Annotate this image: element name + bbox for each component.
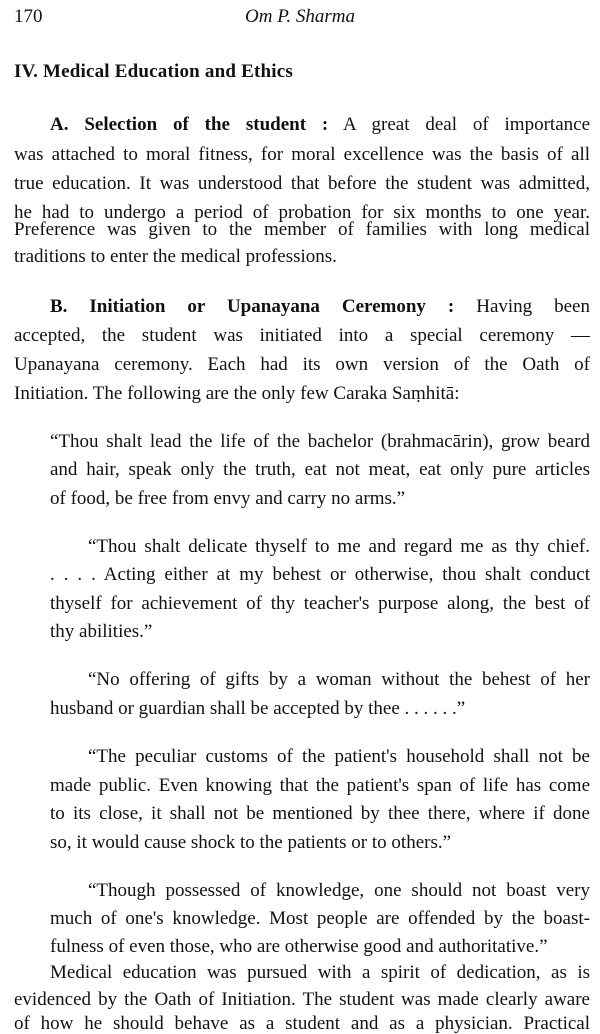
paragraph-a-line xyxy=(50,115,590,134)
quote-1-line: of food, be free from envy and carry no arms.” xyxy=(50,488,406,509)
quote-1-line: and hair, speak only the truth, eat not meat, eat only pure articles xyxy=(50,460,590,479)
section-heading: IV. Medical Education and Ethics xyxy=(14,61,293,82)
quote-4-line: “The peculiar customs of the patient's household shall not be xyxy=(88,747,590,766)
closing-paragraph-line: Medical education was pursued with a spirit of dedication, as is xyxy=(50,963,590,982)
quote-4-line: made public. Even knowing that the patient's span of life has come xyxy=(50,776,590,795)
paragraph-a-line: traditions to enter the medical professions. xyxy=(14,246,337,267)
paragraph-b-line: Upanayana ceremony. Each had its own version of the Oath of xyxy=(14,355,590,374)
paragraph-b-line xyxy=(50,297,590,316)
paragraph-a-line: true education. It was understood that before the student was admitted, xyxy=(14,174,590,193)
paragraph-b-lead: B. Initiation or Upanayana Ceremony : xyxy=(50,297,455,316)
paragraph-b-line: accepted, the student was initiated into a special ceremony — xyxy=(14,326,590,345)
paragraph-a-line: Preference was given to the member of families with long medical xyxy=(14,220,590,239)
paragraph-a-line: was attached to moral fitness, for moral excellence was the basis of all xyxy=(14,145,590,164)
paragraph-a-text: A great deal of importance xyxy=(343,115,590,134)
quote-2-line: . . . . Acting either at my behest or otherwise, thou shalt conduct xyxy=(50,565,590,584)
running-head-author: Om P. Sharma xyxy=(245,6,355,27)
closing-paragraph-line: evidenced by the Oath of Initiation. The student was made clearly aware xyxy=(14,990,590,1009)
quote-2-line: “Thou shalt delicate thyself to me and regard me as thy chief. xyxy=(88,537,590,556)
quote-4-line: to its close, it shall not be mentioned by thee there, where if done xyxy=(50,804,590,823)
paragraph-b-text: Having been xyxy=(476,297,590,316)
quote-4-line: so, it would cause shock to the patients or to others.” xyxy=(50,832,452,853)
paragraph-b-line: Initiation. The following are the only few Caraka Saṃhitā: xyxy=(14,383,460,404)
quote-5-line: “Though possessed of knowledge, one should not boast very xyxy=(88,881,590,900)
closing-paragraph-line: of how he should behave as a student and as a physician. Practical xyxy=(14,1014,590,1033)
quote-5-line: much of one's knowledge. Most people are offended by the boast- xyxy=(50,909,590,928)
paragraph-a-line: he had to undergo a period of probation for six months to one year. xyxy=(14,203,590,222)
quote-3-line: “No offering of gifts by a woman without the behest of her xyxy=(88,670,590,689)
quote-2-line: thy abilities.” xyxy=(50,621,153,642)
quote-5-line: fulness of even those, who are otherwise good and authoritative.” xyxy=(50,936,548,957)
page-number: 170 xyxy=(14,6,43,27)
quote-1-line: “Thou shalt lead the life of the bachelor (brahmacārin), grow beard xyxy=(50,432,590,451)
paragraph-a-lead: A. Selection of the student : xyxy=(50,115,329,134)
running-head xyxy=(14,6,586,30)
quote-2-line: thyself for achievement of thy teacher's purpose along, the best of xyxy=(50,594,590,613)
quote-3-line: husband or guardian shall be accepted by thee . . . . . .” xyxy=(50,698,466,719)
